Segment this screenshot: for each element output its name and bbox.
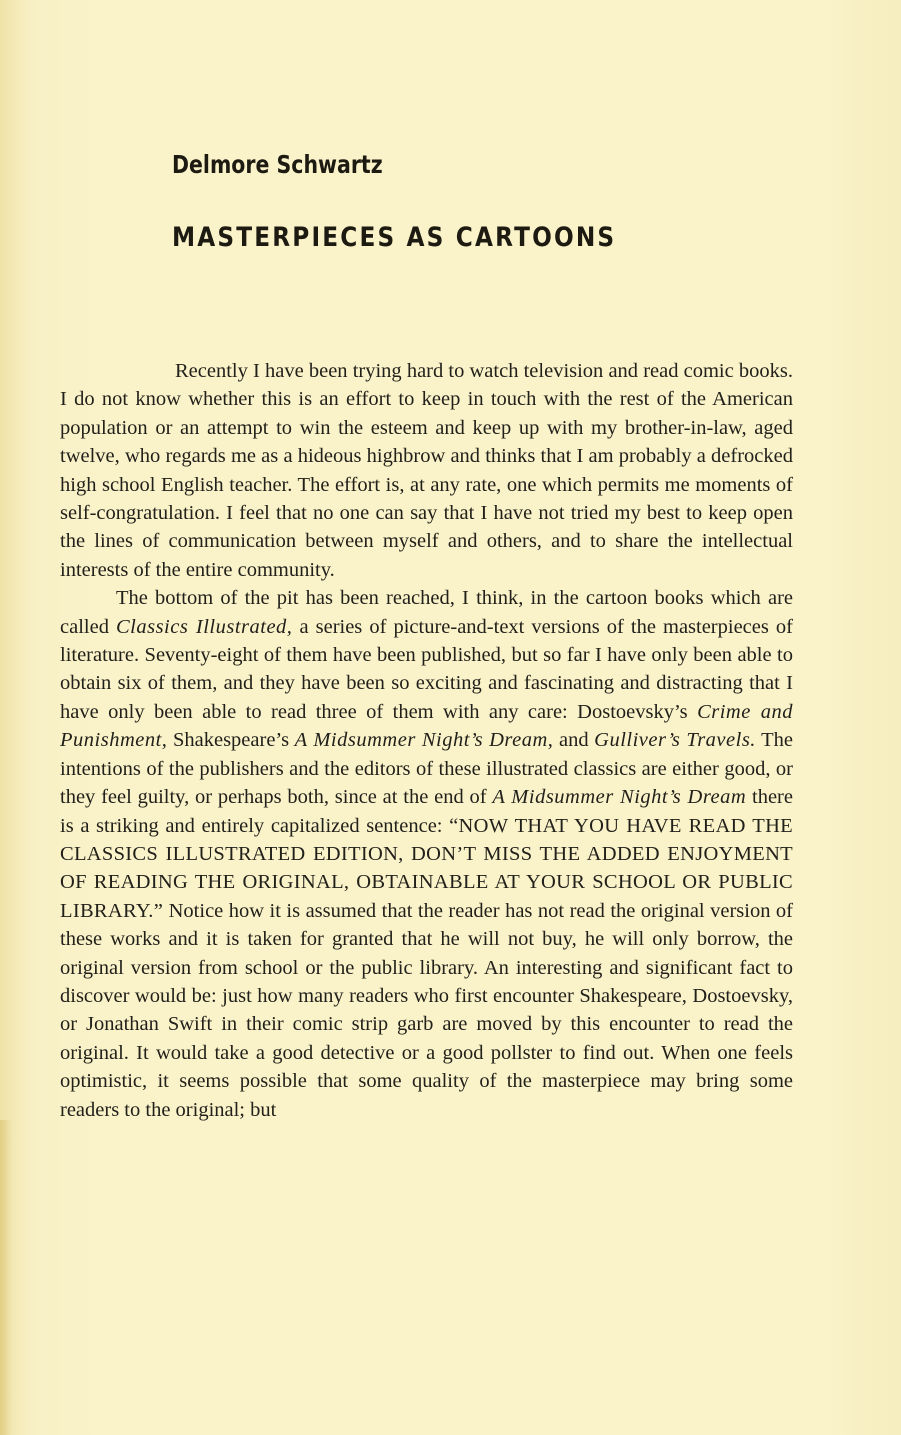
text-run: The intentions of the publishers and the editors of these illustrated classics are either good, or they feel guilty, or perhaps both, since at the end of [60, 729, 793, 809]
text-run: Recently I have been trying hard to watch television and read comic books. I do not know whether this is an effort to keep in touch with the rest of the American population or an attempt to win the esteem and keep up with my brother-in-law, aged twelve, who regards me as a hideous highbrow and thinks that I am probably a defrocked high school English teacher. The effort is, at any rate, one which permits me moments of self-congratulation. I feel that no one can say that I have not tried my best to keep open the lines of communication between myself and others, and to share the intellectual interests of the entire community. [60, 360, 793, 581]
paragraph [60, 357, 793, 584]
text-run: a series of picture-and-text versions of the masterpieces of literature. Seventy-eight of them have been published, but so far I have only been able to obtain six of them, and they have been so exciting and fascinating and distracting that I have only been able to read three of them with any care: Dostoevsky’s [60, 615, 793, 723]
paragraph [60, 584, 793, 1124]
page-stain [0, 1120, 12, 1435]
italic-title: A Midsummer Night’s Dream, [294, 729, 554, 752]
italic-title: A Midsummer Night’s Dream [492, 786, 747, 809]
text-run: Shakespeare’s [167, 729, 295, 752]
italic-title: Classics Illustrated, [115, 615, 293, 638]
text-run: there is a striking and entirely capitalized sentence: [60, 786, 793, 837]
italic-title: Gulliver’s Travels. [594, 729, 756, 752]
text-run: and [553, 729, 595, 752]
author-name: Delmore Schwartz [172, 150, 383, 179]
text-run: Notice how it is assumed that the reader has not read the original version of these works and it is taken for granted that he will not buy, he will only borrow, the original version from school or the public library. An interesting and significant fact to discover would be: just how many readers who first encounter Shakespeare, Dostoevsky, or Jonathan Swift in their comic strip garb are moved by this encounter to read the original. It would take a good detective or a good pollster to find out. When one feels optimistic, it seems possible that some quality of the masterpiece may bring some readers to the original; but [60, 899, 793, 1121]
italic-title: Crime and Punishment, [60, 700, 793, 752]
body-text [60, 357, 793, 1124]
article-title: MASTERPIECES AS CARTOONS [172, 222, 617, 253]
capitalized-sentence: “NOW THAT YOU HAVE READ THE CLASSICS ILLUSTRATED EDITION, DON’T MISS THE ADDED ENJOYMENT OF READING THE ORIGINAL, OBTAINABLE AT YOUR SCHOOL OR PUBLIC LIBRARY.” [60, 814, 793, 922]
text-run: The bottom of the pit has been reached, I think, in the cartoon books which are called [60, 587, 793, 638]
